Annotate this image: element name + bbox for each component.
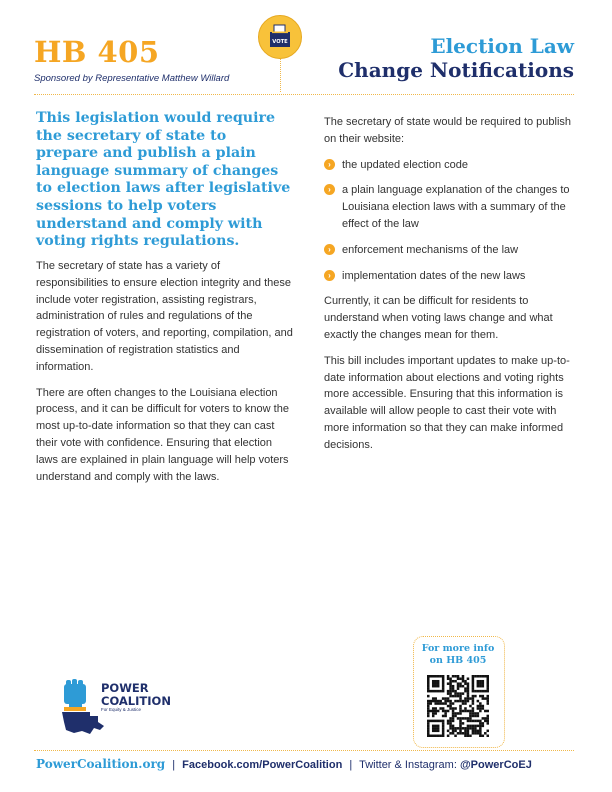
list-item: › implementation dates of the new laws bbox=[324, 268, 580, 285]
website-link[interactable]: PowerCoalition.org bbox=[36, 757, 166, 771]
list-item: › enforcement mechanisms of the law bbox=[324, 242, 580, 259]
badge-label: VOTE bbox=[272, 39, 288, 45]
title-line-2: Change Notifications bbox=[338, 58, 574, 82]
right-column bbox=[324, 114, 580, 463]
social-handle[interactable]: @PowerCoEJ bbox=[459, 759, 532, 771]
qr-caption: For more info on HB 405 bbox=[421, 643, 495, 666]
lead-statement: This legislation would require the secretary of state to prepare and publish a plain language summary of changes to election laws after legislative sessions to help voters understand and comply with voting rights regulations. bbox=[36, 110, 291, 250]
arrow-bullet-icon: › bbox=[324, 184, 335, 195]
footer-separator: | bbox=[349, 759, 353, 771]
bill-number: HB 405 bbox=[34, 35, 160, 69]
list-item: › the updated election code bbox=[324, 157, 580, 174]
logo-tagline: For Equity & Justice bbox=[101, 707, 142, 712]
arrow-bullet-icon: › bbox=[324, 159, 335, 170]
arrow-bullet-icon: › bbox=[324, 244, 335, 255]
badge-connector bbox=[280, 56, 282, 92]
sponsor-line: Sponsored by Representative Matthew Willard bbox=[34, 73, 230, 84]
title-line-1: Election Law bbox=[430, 34, 574, 58]
right-paragraph-2: This bill includes important updates to make up-to-date information about elections and voting rights more accessible. Ensuring that this information is available will allow people to cast their vote with more information so that they can make informed decisions. bbox=[324, 354, 570, 451]
arrow-bullet-icon: › bbox=[324, 270, 335, 281]
right-paragraph-1: Currently, it can be difficult for residents to understand when voting laws change and what exactly the changes mean for them. bbox=[324, 295, 553, 341]
header-divider bbox=[34, 94, 574, 95]
left-paragraph-1: The secretary of state has a variety of responsibilities to ensure election integrity and these include voter registration, assisting registrars, administration of rules and regulations of the registration of voters, and reporting, compilation, and dissemination of registration statistics and information. bbox=[36, 260, 293, 373]
footer bbox=[36, 757, 580, 771]
ballot-box-icon bbox=[258, 15, 302, 59]
list-item: › a plain language explanation of the changes to Louisiana election laws with a summary of the effect of the law bbox=[324, 182, 580, 232]
footer-divider bbox=[34, 750, 574, 751]
facebook-link[interactable]: Facebook.com/PowerCoalition bbox=[182, 759, 343, 771]
social-label: Twitter & Instagram: bbox=[359, 759, 457, 771]
footer-separator: | bbox=[172, 759, 176, 771]
left-column bbox=[36, 258, 294, 494]
left-paragraph-2: There are often changes to the Louisiana election process, and it can be difficult for voters to know the most up-to-date information so that they can cast their vote with confidence. Ensuring that election laws are explained in plain language will help voters understand and comply with the laws. bbox=[36, 386, 289, 483]
logo-wordmark: POWER COALITION bbox=[101, 681, 171, 708]
qr-code[interactable] bbox=[427, 675, 489, 742]
requirements-list bbox=[324, 157, 580, 285]
right-intro: The secretary of state would be required to publish on their website: bbox=[324, 116, 572, 145]
